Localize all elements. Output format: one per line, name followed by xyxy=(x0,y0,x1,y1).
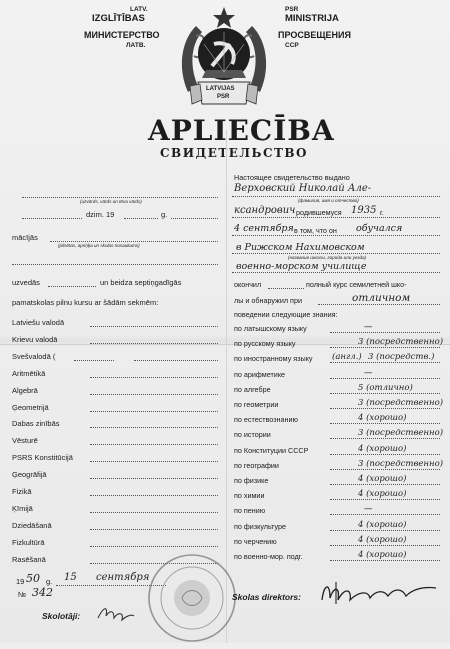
studied-value: обучался xyxy=(356,223,403,234)
header-ministerstvo: МИНИСТЕРСТВО xyxy=(84,30,160,40)
right-subject-line xyxy=(330,469,440,470)
school-caption-lv: (pilsētas, apriņķa un skolas nosaukums) xyxy=(58,243,140,248)
right-subject-label: по алгебре xyxy=(234,384,271,394)
name-line xyxy=(22,197,218,198)
right-subject-label: по физкультуре xyxy=(234,521,287,531)
month-value: сентября xyxy=(96,572,150,583)
right-subject-line xyxy=(330,530,440,531)
school-line xyxy=(50,241,218,242)
left-subject-label: Svešvalodā ( xyxy=(12,351,56,361)
header-latv-ru: ЛАТВ. xyxy=(126,42,146,49)
right-subject-label: по военно-мор. подг. xyxy=(234,552,303,561)
left-subject-line xyxy=(90,512,218,513)
right-subject-line xyxy=(330,347,440,348)
header-latv-small: LATV. xyxy=(130,6,148,13)
right-subject-label: по русскому языку xyxy=(234,339,296,349)
left-subject-label: Aritmētikā xyxy=(12,368,46,378)
left-subject-line xyxy=(90,326,218,327)
number-prefix: № xyxy=(18,590,27,599)
full-course-label: полный курс семилетней шко- xyxy=(306,280,407,289)
foreign-language-line xyxy=(74,360,114,361)
year-prefix-lv: 19 xyxy=(16,577,25,586)
born-g: г. xyxy=(380,208,384,217)
right-subject-line xyxy=(330,393,440,394)
right-subject-grade: 4 (хорошо) xyxy=(358,519,407,530)
intro-text: Настоящее свидетельство выдано xyxy=(234,173,350,182)
right-subject-label: по истории xyxy=(234,430,271,440)
document-title: APLIECĪBA xyxy=(148,114,335,147)
left-subject-line xyxy=(90,529,218,530)
left-subject-line xyxy=(90,444,218,445)
beidza-label: un beidza septiņgadīgās xyxy=(100,278,182,287)
finished-line xyxy=(268,288,304,289)
uzvedas-label: uzvedās xyxy=(12,278,40,287)
right-subject-label: по географии xyxy=(234,460,279,470)
left-subject-label: Dziedāšanā xyxy=(12,520,52,530)
left-subject-label: Ģeometrijā xyxy=(12,402,49,412)
born-day-line xyxy=(232,235,440,236)
school-stamp xyxy=(146,552,238,644)
right-subject-line xyxy=(330,423,440,424)
dzim-label: dzim. 19 xyxy=(86,210,115,219)
header-ssr: ССР xyxy=(285,42,299,49)
left-subject-line xyxy=(90,461,218,462)
right-subject-label: по физике xyxy=(234,476,269,485)
dzim-line xyxy=(22,218,82,219)
student-name: Верховский Николай Але- xyxy=(234,183,372,194)
number-value: 342 xyxy=(32,586,53,599)
right-subject-grade: — xyxy=(364,322,373,332)
left-subject-label: Algebrā xyxy=(12,385,38,395)
director-label: Skolas direktors: xyxy=(232,592,301,602)
left-subject-line xyxy=(90,495,218,496)
right-subject-grade: 4 (хорошо) xyxy=(358,474,407,484)
right-subject-label: по арифметике xyxy=(234,369,286,379)
student-name-cont: ксандрович xyxy=(234,205,296,216)
right-subject-grade: 4 (хорошо) xyxy=(358,534,407,545)
place-line xyxy=(171,218,218,219)
right-subject-grade: 3 (посредств.) xyxy=(368,352,435,363)
right-subject-line xyxy=(330,408,440,409)
header-ministrija: MINISTRIJA xyxy=(285,13,339,24)
left-subject-line xyxy=(90,546,218,547)
school-line-2 xyxy=(12,264,218,265)
right-subject-line xyxy=(330,484,440,485)
latvian-ssr-emblem xyxy=(174,4,274,114)
left-subject-label: Vēsturē xyxy=(12,436,38,446)
emblem-ribbon-bottom: PSR xyxy=(217,94,230,100)
right-subject-grade: — xyxy=(364,504,373,515)
right-subject-label: по черчению xyxy=(234,536,277,546)
year-suffix-lv: g. xyxy=(46,577,53,586)
right-subject-line xyxy=(330,560,440,561)
g-label: g. xyxy=(161,210,168,219)
left-subject-label: Ģeogrāfijā xyxy=(12,470,47,480)
right-subject-grade: 3 (посредственно) xyxy=(358,428,444,439)
foreign-language-name: (англ.) xyxy=(332,352,362,363)
teacher-signature xyxy=(96,600,136,631)
right-subject-label: по иностранному языку xyxy=(234,354,313,364)
year-value: 50 xyxy=(26,572,40,585)
right-subject-grade: 4 (хорошо) xyxy=(358,443,407,454)
right-subject-line xyxy=(330,499,440,500)
right-subject-line xyxy=(330,454,440,455)
left-subject-line xyxy=(134,360,218,361)
right-subject-grade: 3 (посредственно) xyxy=(358,337,444,348)
header-psr: PSR xyxy=(285,6,299,13)
right-subject-line xyxy=(330,514,440,515)
behaviour-grade: отличном xyxy=(352,292,411,304)
left-subject-line xyxy=(90,478,218,479)
right-subject-grade: 4 (хорошо) xyxy=(358,489,407,500)
right-subject-label: по химии xyxy=(234,491,265,501)
right-subject-label: по пению xyxy=(234,506,266,516)
school-name-line2-rule xyxy=(232,272,440,273)
left-subject-label: Latviešu valodā xyxy=(12,318,65,327)
day-value: 15 xyxy=(64,572,77,583)
finished-label: окончил xyxy=(234,280,262,289)
right-subject-label: по геометрии xyxy=(234,400,279,409)
name-cont-line xyxy=(232,217,440,218)
name-caption-lv: (uzvārds, vārds un tēva vārds) xyxy=(80,199,142,204)
conduct-line xyxy=(48,286,96,287)
left-subject-label: Fizkultūrā xyxy=(12,537,45,547)
header-prosvescheniya: ПРОСВЕЩЕНИЯ xyxy=(278,30,351,40)
right-subject-line xyxy=(330,438,440,439)
right-subject-label: по естествознанию xyxy=(234,415,298,425)
right-subject-grade: — xyxy=(364,367,373,378)
macijas-label: mācījās xyxy=(12,233,38,242)
name-caption-ru: (фамилия, имя и отчество) xyxy=(298,198,359,203)
pamatskolas-label: pamatskolas pilnu kursu ar šādām sekmēm: xyxy=(12,298,159,307)
born-label: родившемуся xyxy=(296,208,342,217)
left-subject-line xyxy=(90,343,218,344)
year-line xyxy=(124,218,158,219)
teachers-label: Skolotāji: xyxy=(42,611,81,621)
emblem-ribbon-top: LATVIJAS xyxy=(206,86,235,92)
right-subject-line xyxy=(330,378,440,379)
left-subject-label: Krievu valodā xyxy=(12,334,58,344)
born-day: 4 сентября xyxy=(234,223,294,234)
born-year: 1935 xyxy=(351,205,377,216)
school-name-line1: в Рижском Нахимовском xyxy=(236,242,365,253)
right-subject-grade: 4 (хорошо) xyxy=(358,413,407,424)
left-subject-label: Dabas zinībās xyxy=(12,419,60,429)
in-that-label: в том, что он xyxy=(294,226,337,235)
school-name-line1-rule xyxy=(232,253,440,254)
showed-label: лы и обнаружил при xyxy=(234,296,302,305)
left-subject-label: Rasēšanā xyxy=(12,554,46,564)
left-subject-line xyxy=(90,377,218,378)
left-subject-label: PSRS Konstitūcijā xyxy=(12,453,73,463)
right-subject-grade: 3 (посредственно) xyxy=(358,398,444,408)
left-subject-line xyxy=(90,427,218,428)
right-subject-label: по Конституции СССР xyxy=(234,445,309,455)
right-subject-label: по латышскому языку xyxy=(234,324,307,333)
behaviour-line xyxy=(318,304,440,305)
school-name-line2: военно-морском училище xyxy=(236,261,367,272)
school-caption-ru: (название школы, города или уезда) xyxy=(288,255,367,260)
left-subject-line xyxy=(90,394,218,395)
director-signature xyxy=(318,578,442,613)
left-subject-label: Fizikā xyxy=(12,487,32,496)
left-subject-line xyxy=(90,411,218,412)
right-subject-grade: 5 (отлично) xyxy=(358,382,413,393)
right-subject-grade: 4 (хорошо) xyxy=(358,550,407,560)
behaviour-label: поведении следующие знания: xyxy=(234,310,338,319)
right-subject-line xyxy=(330,362,440,363)
student-name-line xyxy=(232,196,440,197)
left-subject-label: Ķīmijā xyxy=(12,503,33,513)
right-subject-line xyxy=(330,545,440,546)
right-subject-line xyxy=(330,332,440,333)
header-izglitibas: IZGLĪTĪBAS xyxy=(92,13,145,24)
right-subject-grade: 3 (посредственно) xyxy=(358,458,444,469)
document-subtitle: СВИДЕТЕЛЬСТВО xyxy=(160,146,309,160)
